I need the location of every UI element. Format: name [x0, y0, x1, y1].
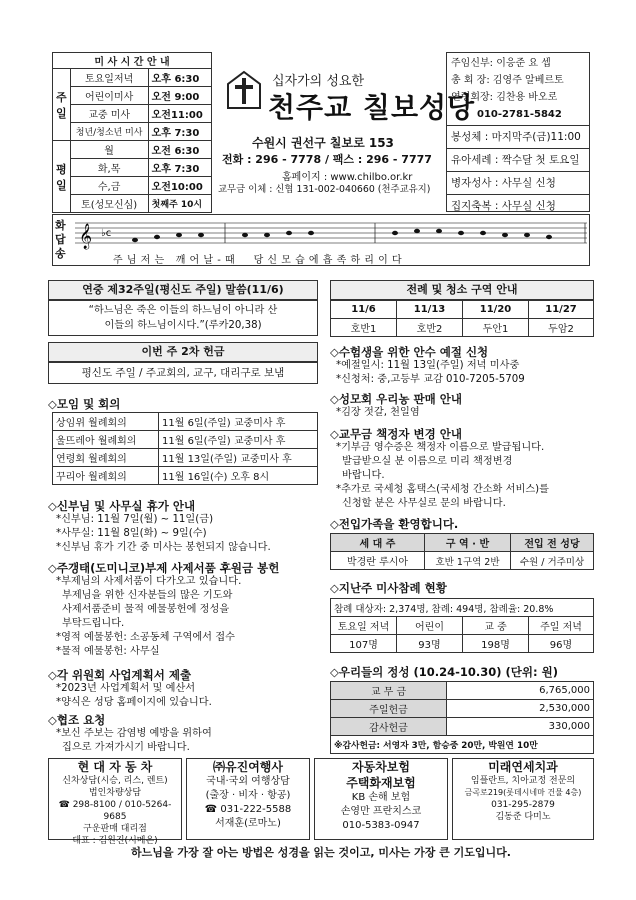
- plan-body: [56, 682, 212, 710]
- staff-line: 주임신부: 이응준 요 셉: [451, 58, 551, 69]
- liturgy-area: 두암2: [529, 319, 594, 337]
- finance-name: 교 무 금: [331, 682, 447, 700]
- column-header: 토요일 저녁: [331, 617, 397, 635]
- staff-line: 유아세례 : 짝수달 첫 토요일: [447, 149, 589, 172]
- liturgy-area: 두안1: [463, 319, 529, 337]
- attendance-title: ◇지난주 미사참례 현황: [330, 581, 447, 595]
- column-header: 전입 전 성당: [511, 534, 594, 552]
- meeting-time: 11월 6일(주일) 교중미사 후: [159, 413, 318, 431]
- meeting-name: 연령회 월례회의: [53, 449, 159, 467]
- finance-name: 감사헌금: [331, 718, 447, 736]
- table-cell: 박경란 루시아: [331, 552, 425, 570]
- meeting-time: 11월 13일(주일) 교중미사 후: [159, 449, 318, 467]
- church-address: 수원시 권선구 칠보로 153: [252, 136, 394, 150]
- mass-name: 교중 미사: [70, 105, 148, 123]
- liturgy-area: 호반1: [331, 319, 397, 337]
- table-row: [331, 319, 594, 337]
- meetings-table: [52, 412, 318, 485]
- liturgy-date: 11/20: [463, 301, 529, 319]
- mass-time: 오후 7:30: [148, 123, 211, 141]
- donation-line: *물적 예물봉헌: 사무실: [56, 646, 160, 657]
- mass-name: 화,목: [70, 159, 148, 177]
- liturgy-date: 11/6: [331, 301, 397, 319]
- staff-phone: 010-2781-5842: [477, 109, 562, 120]
- kimchi-body: [336, 406, 420, 420]
- mass-title: 미 사 시 간 안 내: [53, 53, 212, 69]
- table-row: [331, 552, 594, 570]
- tithe-body: [336, 441, 549, 511]
- church-title: 천주교 칠보성당: [268, 91, 476, 124]
- donation-line: *부제님의 사제서품이 다가오고 있습니다.: [56, 576, 242, 587]
- donation-line: 사제서품준비 물적 예물봉헌에 정성을: [62, 604, 230, 615]
- ad-line: 임플란트, 치아교정 전문의: [470, 776, 576, 786]
- staff-line: 봉성체 : 마지막주(금)11:00: [447, 126, 589, 149]
- table-row: [331, 635, 594, 653]
- mass-name: 토(성모신심): [70, 195, 148, 213]
- ad-line: 010-5383-0947: [342, 820, 420, 831]
- table-row: [331, 617, 594, 635]
- offering-text: 평신도 주일 / 주교회의, 교구, 대리구로 보냄: [48, 362, 318, 384]
- meeting-time: 11월 6일(주일) 교중미사 후: [159, 431, 318, 449]
- ad-line: (출장 · 비자 · 항공): [205, 790, 291, 801]
- word-line: “하느님은 죽은 이들의 하느님이 아니라 산: [88, 305, 278, 316]
- tithe-line: *기부금 영수증은 책정자 이름으로 발급됩니다.: [336, 442, 545, 453]
- finance-name: 주일헌금: [331, 700, 447, 718]
- mass-schedule: [52, 52, 212, 213]
- mass-time: 오전10:00: [148, 177, 211, 195]
- staff-line: 총 회 장: 김영주 알베르토: [451, 75, 564, 86]
- donation-line: *영적 예물봉헌: 소공동체 구역에서 접수: [56, 632, 235, 643]
- ad-line: ☎ 031-222-5588: [204, 804, 292, 815]
- mass-name: 청년/청소년 미사: [70, 123, 148, 141]
- exam-body: [336, 359, 525, 387]
- finance-amount: 6,765,000: [447, 682, 594, 700]
- kimchi-line: *김장 젓갈, 천일염: [336, 407, 420, 418]
- table-row: [53, 467, 318, 485]
- svg-text:♭c: ♭c: [101, 228, 112, 239]
- donation-title: ◇주갱태(도미니코)부제 사제서품 후원금 봉헌: [48, 561, 280, 575]
- word-line: 이들의 하느님이시다.”(루카20,38): [104, 320, 262, 331]
- liturgy-date: 11/27: [529, 301, 594, 319]
- newfamily-table: [330, 533, 594, 570]
- weekday-label: 평일: [53, 141, 71, 213]
- attendance-table: [330, 598, 594, 653]
- newfamily-title: ◇전입가족을 환영합니다.: [330, 517, 459, 531]
- cooperation-body: [56, 727, 212, 755]
- hymn-panel: [52, 214, 590, 266]
- ad-line: 대표 : 김원진(시메온): [72, 836, 158, 846]
- kimchi-title: ◇성모회 우리농 판매 안내: [330, 392, 462, 406]
- tithe-line: 바랍니다.: [342, 470, 385, 481]
- mass-name: 어린이미사: [70, 87, 148, 105]
- finance-table: [330, 681, 594, 754]
- mass-time: 오후 7:30: [148, 159, 211, 177]
- liturgy-table: [330, 300, 594, 337]
- church-homepage: 홈페이지 : www.chilbo.or.kr: [282, 172, 413, 183]
- ad-line: 미래연세치과: [488, 760, 558, 774]
- meeting-name: 상임위 월례회의: [53, 413, 159, 431]
- table-row: [53, 431, 318, 449]
- ad-line: 국내·국외 여행상담: [206, 776, 290, 787]
- ad-insurance: [314, 758, 448, 840]
- plan-title: ◇각 위원회 사업계획서 제출: [48, 668, 192, 682]
- table-row: [331, 700, 594, 718]
- table-cell: 107명: [331, 635, 397, 653]
- offering-title: 이번 주 2차 헌금: [48, 342, 318, 362]
- word-box: [48, 300, 318, 336]
- meeting-time: 11월 16일(수) 오후 8시: [159, 467, 318, 485]
- ad-line: 현 대 자 동 차: [77, 760, 153, 774]
- column-header: 주일 저녁: [529, 617, 594, 635]
- table-cell: 수원 / 거주미상: [511, 552, 594, 570]
- ad-line: 금곡로219(롯데시네마 건물 4층): [464, 788, 582, 797]
- word-title: 연중 제32주일(평신도 주일) 말씀(11/6): [48, 280, 318, 300]
- mass-name: 토요일저녁: [70, 69, 148, 87]
- ad-line: 법인차량상담: [88, 788, 142, 798]
- ad-line: 서재훈(로마노): [215, 818, 281, 829]
- hymn-lyrics: 주 님 저 는 깨 어 날 - 때 당 신 모 습 에 흡 족 하 리 이 다: [113, 255, 403, 266]
- attendance-summary: 참례 대상자: 2,374명, 참례: 494명, 참례율: 20.8%: [331, 599, 594, 617]
- music-staff: [75, 219, 587, 249]
- hymn-label: 화답송: [55, 219, 66, 260]
- column-header: 교 중: [463, 617, 529, 635]
- ad-dental: [452, 758, 594, 840]
- staff-line: 연령회장: 김찬용 바오로: [451, 92, 558, 103]
- mass-time: 오전 6:30: [148, 141, 211, 159]
- ad-line: KB 손해 보험: [351, 792, 411, 803]
- exam-line: *신청처: 중,고등부 교감 010-7205-5709: [336, 374, 525, 385]
- table-row: [53, 413, 318, 431]
- cooperation-line: *보신 주보는 감염병 예방을 위하여: [56, 728, 212, 739]
- tithe-line: 신청할 분은 사무실로 문의 바랍니다.: [342, 498, 506, 509]
- mass-time: 첫째주 10시: [148, 195, 211, 213]
- donation-line: 부탁드립니다.: [62, 618, 125, 629]
- mass-time: 오전 9:00: [148, 87, 211, 105]
- ad-line: ㈜유진여행사: [213, 760, 283, 774]
- ad-travel: [186, 758, 310, 840]
- meeting-name: 꾸리아 월례회의: [53, 467, 159, 485]
- vacation-title: ◇신부님 및 사무실 휴가 안내: [48, 499, 196, 513]
- ad-line: 자동차보험: [352, 760, 410, 774]
- column-header: 구 역 · 반: [425, 534, 511, 552]
- liturgy-area: 호반2: [397, 319, 463, 337]
- ad-line: 김동준 다미노: [495, 812, 551, 822]
- table-row: [331, 736, 594, 754]
- exam-line: *예절일시: 11월 13일(주일) 저녁 미사중: [336, 360, 520, 371]
- table-row: [331, 599, 594, 617]
- table-cell: 호반 1구역 2반: [425, 552, 511, 570]
- ad-line: 주택화재보험: [346, 776, 416, 790]
- table-row: [53, 449, 318, 467]
- tithe-account: 교무금 이체 : 신협 131-002-040660 (천주교유지): [218, 184, 431, 195]
- donation-line: 부제님을 위한 신자분들의 많은 기도와: [62, 590, 233, 601]
- finance-title: ◇우리들의 정성 (10.24-10.30) (단위: 원): [330, 665, 558, 679]
- mass-time: 오후 6:30: [148, 69, 211, 87]
- exam-title: ◇수험생을 위한 안수 예절 신청: [330, 345, 489, 359]
- liturgy-date: 11/13: [397, 301, 463, 319]
- tithe-title: ◇교무금 책정자 변경 안내: [330, 427, 462, 441]
- table-cell: 96명: [529, 635, 594, 653]
- table-row: [331, 301, 594, 319]
- finance-note: ※감사헌금: 서영자 3만, 함승중 20만, 박원연 10만: [331, 736, 594, 754]
- tithe-line: 발급받으실 분 이름으로 미리 책정변경: [342, 456, 513, 467]
- table-row: [331, 534, 594, 552]
- ad-line: ☎ 298-8100 / 010-5264-9685: [58, 800, 172, 822]
- column-header: 세 대 주: [331, 534, 425, 552]
- mass-name: 수,금: [70, 177, 148, 195]
- donation-body: [56, 575, 241, 659]
- table-row: [331, 682, 594, 700]
- table-cell: 93명: [397, 635, 463, 653]
- finance-amount: 2,530,000: [447, 700, 594, 718]
- mass-name: 월: [70, 141, 148, 159]
- finance-amount: 330,000: [447, 718, 594, 736]
- staff-panel: [446, 52, 590, 212]
- plan-line: *2023년 사업계획서 및 예산서: [56, 683, 196, 694]
- ad-line: 신차상담(시승, 리스, 렌트): [62, 776, 168, 786]
- cooperation-line: 집으로 가져가시기 바랍니다.: [62, 742, 190, 753]
- table-cell: 198명: [463, 635, 529, 653]
- plan-line: *양식은 성당 홈페이지에 있습니다.: [56, 697, 212, 708]
- ad-line: 031-295-2879: [491, 800, 555, 810]
- column-header: 어린이: [397, 617, 463, 635]
- meeting-name: 울뜨레아 월례회의: [53, 431, 159, 449]
- meetings-title: ◇모임 및 회의: [48, 397, 121, 411]
- vacation-body: [56, 513, 271, 555]
- table-row: [331, 718, 594, 736]
- cooperation-title: ◇협조 요청: [48, 713, 106, 727]
- ad-hyundai: [48, 758, 182, 846]
- vacation-line: *신부님 휴가 기간 중 미사는 봉헌되지 않습니다.: [56, 542, 271, 553]
- church-subtitle: 십자가의 성요한: [272, 74, 365, 89]
- footer-quote: 하느님을 가장 잘 아는 방법은 성경을 읽는 것이고, 미사는 가장 큰 기도입니다.: [131, 846, 511, 859]
- staff-line: 집지축복 : 사무실 신청: [451, 200, 556, 212]
- tithe-line: *추가로 국세청 홈택스(국세청 간소화 서비스)를: [336, 484, 549, 495]
- ad-line: 구운판매 대리점: [83, 824, 147, 834]
- ad-line: 손영만 프란치스코: [340, 806, 422, 817]
- svg-text:𝄞: 𝄞: [79, 224, 93, 249]
- staff-line: 병자성사 : 사무실 신청: [447, 172, 589, 195]
- sunday-label: 주일: [53, 69, 71, 141]
- mass-time: 오전11:00: [148, 105, 211, 123]
- church-phone: 전화 : 296 - 7778 / 팩스 : 296 - 7777: [222, 153, 432, 166]
- church-logo-icon: [226, 70, 262, 110]
- liturgy-title: 전례 및 청소 구역 안내: [330, 280, 594, 300]
- vacation-line: *사무실: 11월 8일(화) ~ 9일(수): [56, 528, 207, 539]
- vacation-line: *신부님: 11월 7일(월) ~ 11일(금): [56, 514, 214, 525]
